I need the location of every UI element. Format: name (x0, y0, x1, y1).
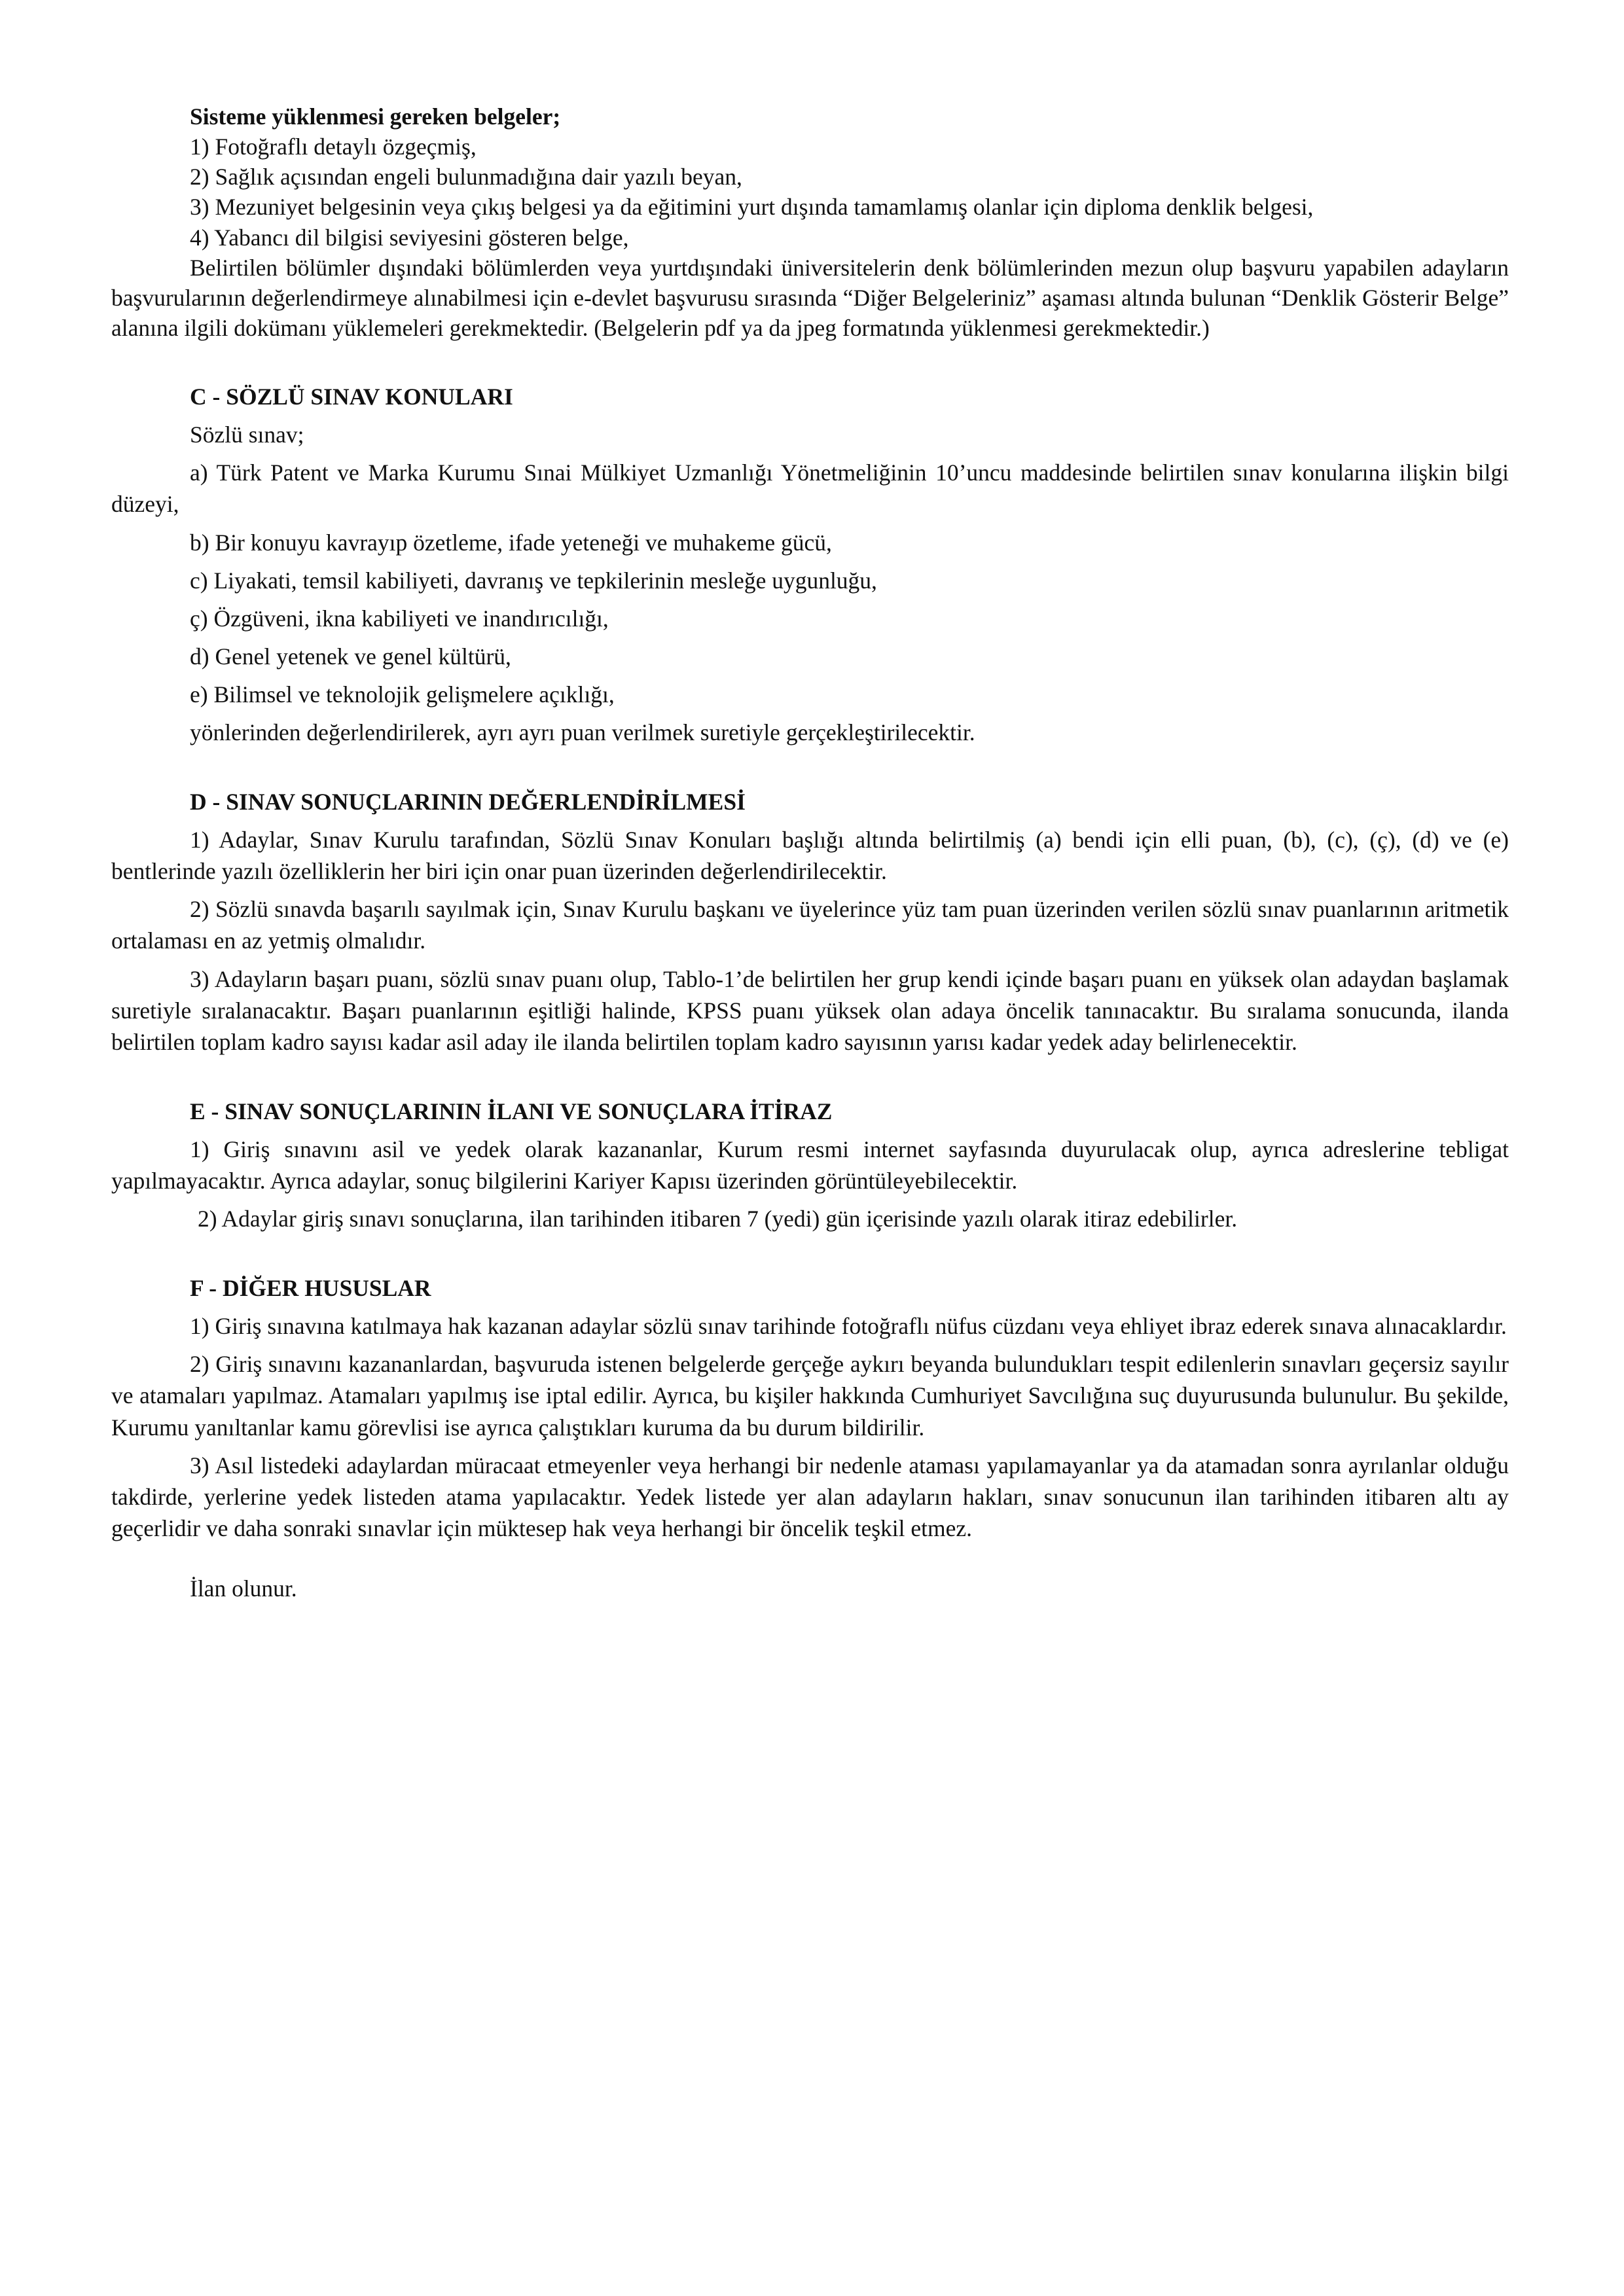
section-c-heading: C - SÖZLÜ SINAV KONULARI (190, 384, 513, 410)
section-f-paragraph-1: 1) Giriş sınavına katılmaya hak kazanan adaylar sözlü sınav tarihinde fotoğraflı nüfus cüzdanı veya ehliyet ibraz ederek sınava alınacaklardır. (190, 1313, 1507, 1340)
spacer (111, 450, 1509, 457)
spacer (111, 412, 1509, 419)
spacer (111, 887, 1509, 893)
documents-list-item-2: 2) Sağlık açısından engeli bulunmadığına dair yazılı beyan, (190, 164, 742, 190)
section-spacer (111, 1058, 1509, 1096)
section-d-paragraph-3: 3) Adayların başarı puanı, sözlü sınav puanı olup, Tablo-1’de belirtilen her grup kendi içinde başarı puanı en yüksek olan adaydan başlamak suretiyle sıralanacaktır. Başarı puanlarının eşitliği halinde, KPSS puanı yüksek olan adaya öncelik tanınacaktır. Bu sıralama sonucunda, ilanda belirtilen toplam kadro sayısı kadar asil aday ile ilanda belirtilen toplam kadro sayısının yarısı kadar yedek aday belirlenecektir. (111, 965, 1509, 1055)
spacer (111, 1196, 1509, 1203)
documents-block (111, 101, 1509, 343)
section-c-item-e: e) Bilimsel ve teknolojik gelişmelere açıklığı, (190, 681, 615, 708)
documents-list-item-4: 4) Yabancı dil bilgisi seviyesini gösteren belge, (190, 224, 629, 251)
section-e-heading: E - SINAV SONUÇLARININ İLANI VE SONUÇLARA İTİRAZ (190, 1098, 833, 1124)
section-e-paragraph-2: 2) Adaylar giriş sınavı sonuçlarına, ilan tarihinden itibaren 7 (yedi) gün içerisinde yazılı olarak itiraz edebilirler. (198, 1206, 1238, 1232)
section-c-item-cedilla-c: ç) Özgüveni, ikna kabiliyeti ve inandırıcılığı, (190, 605, 609, 632)
spacer (111, 634, 1509, 641)
section-c-closing: yönlerinden değerlendirilerek, ayrı ayrı puan verilmek suretiyle gerçekleştirilecektir. (190, 719, 975, 745)
section-c-item-b: b) Bir konuyu kavrayıp özetleme, ifade yeteneği ve muhakeme gücü, (190, 529, 832, 556)
section-spacer (111, 1234, 1509, 1272)
documents-list-item-1: 1) Fotoğraflı detaylı özgeçmiş, (190, 134, 477, 160)
spacer (111, 520, 1509, 527)
section-spacer (111, 343, 1509, 381)
spacer (111, 710, 1509, 717)
spacer (111, 1304, 1509, 1310)
spacer (111, 1127, 1509, 1134)
section-d-heading: D - SINAV SONUÇLARININ DEĞERLENDİRİLMESİ (190, 789, 746, 816)
spacer (111, 1443, 1509, 1450)
spacer (111, 1342, 1509, 1348)
spacer (111, 672, 1509, 679)
section-f-heading: F - DİĞER HUSUSLAR (190, 1275, 431, 1302)
section-f-paragraph-3: 3) Asıl listedeki adaylardan müracaat etmeyenler veya herhangi bir nedenle ataması yapılamayanlar ya da atamadan sonra ayrılanlar olduğu takdirde, yerlerine yedek listeden atama yapılacaktır. Yedek listede yer alan adayların hakları, sınav sonucunun ilan tarihinden itibaren altı ay geçerlidir ve daha sonraki sınavlar için müktesep hak veya herhangi bir öncelik teşkil etmez. (111, 1452, 1509, 1541)
section-c-item-a: a) Türk Patent ve Marka Kurumu Sınai Mülkiyet Uzmanlığı Yönetmeliğinin 10’uncu maddesinde belirtilen sınav konularına ilişkin bilgi düzeyi, (111, 459, 1509, 518)
section-spacer (111, 1544, 1509, 1573)
documents-block-heading: Sisteme yüklenmesi gereken belgeler; (190, 103, 561, 130)
spacer (111, 957, 1509, 963)
documents-block-note: Belirtilen bölümler dışındaki bölümlerden veya yurtdışındaki üniversitelerin denk bölümlerinden mezun olup başvuru yapabilen adayların başvurularının değerlendirmeye alınabilmesi için e-devlet başvurusu sırasında “Diğer Belgeleriniz” aşaması altında bulunan “Denklik Gösterir Belge” alanına ilgili dokümanı yüklemeleri gerekmektedir. (Belgelerin pdf ya da jpeg formatında yüklenmesi gerekmektedir.) (111, 254, 1509, 341)
document-body (111, 101, 1509, 1604)
spacer (111, 596, 1509, 603)
section-f (111, 1272, 1509, 1544)
section-d-paragraph-2: 2) Sözlü sınavda başarılı sayılmak için, Sınav Kurulu başkanı ve üyelerince yüz tam puan üzerinden verilen sözlü sınav puanlarının aritmetik ortalaması en az yetmiş olmalıdır. (111, 896, 1509, 954)
documents-list-item-3: 3) Mezuniyet belgesinin veya çıkış belgesi ya da eğitimini yurt dışında tamamlamış olanlar için diploma denklik belgesi, (190, 194, 1314, 221)
section-e (111, 1096, 1509, 1234)
section-c-item-d: d) Genel yetenek ve genel kültürü, (190, 643, 511, 670)
closing-statement: İlan olunur. (190, 1575, 297, 1602)
section-d (111, 786, 1509, 1058)
section-spacer (111, 748, 1509, 786)
spacer (111, 558, 1509, 565)
section-f-paragraph-2: 2) Giriş sınavını kazananlardan, başvuruda istenen belgelerde gerçeğe aykırı beyanda bulundukları tespit edilenlerin sınavları geçersiz sayılır ve atamaları yapılmaz. Atamaları yapılmış ise iptal edilir. Ayrıca, bu kişiler hakkında Cumhuriyet Savcılığına suç duyurusunda bulunulur. Bu şekilde, Kurumu yanıltanlar kamu görevlisi ise ayrıca çalıştıkları kuruma da bu durum bildirilir. (111, 1351, 1509, 1441)
section-c-item-c: c) Liyakati, temsil kabiliyeti, davranış ve tepkilerinin mesleğe uygunluğu, (190, 567, 877, 594)
section-e-paragraph-1: 1) Giriş sınavını asil ve yedek olarak kazananlar, Kurum resmi internet sayfasında duyurulacak olup, ayrıca adreslerine tebligat yapılmayacaktır. Ayrıca adaylar, sonuç bilgilerini Kariyer Kapısı üzerinden görüntüleyebilecektir. (111, 1136, 1509, 1194)
spacer (111, 817, 1509, 824)
section-c-intro: Sözlü sınav; (190, 422, 304, 448)
section-d-paragraph-1: 1) Adaylar, Sınav Kurulu tarafından, Sözlü Sınav Konuları başlığı altında belirtilmiş (a) bendi için elli puan, (b), (c), (ç), (d) ve (e) bentlerinde yazılı özelliklerin her biri için onar puan üzerinden değerlendirilecektir. (111, 827, 1509, 885)
section-c (111, 381, 1509, 748)
